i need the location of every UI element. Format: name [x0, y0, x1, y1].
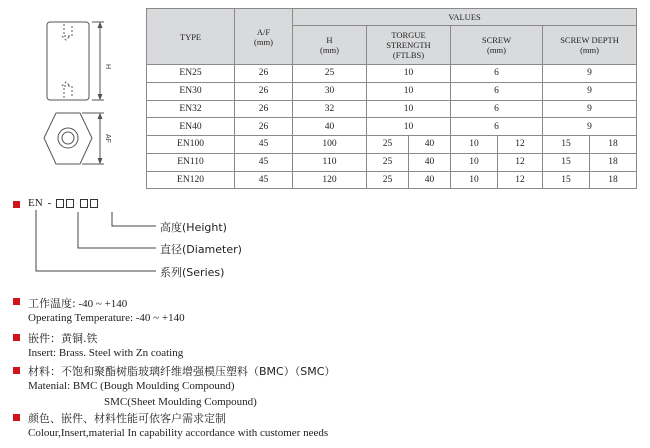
custom-cn: 颜色、嵌件、材料性能可依客户需求定制	[28, 412, 226, 425]
cell-d1: 15	[543, 153, 590, 171]
cell-af: 26	[235, 65, 293, 83]
header-type: TYPE	[147, 9, 235, 65]
code-series-label: 系列(Series)	[160, 266, 225, 279]
cell-h: 25	[293, 65, 367, 83]
cell-screw: 6	[451, 65, 543, 83]
cell-depth: 9	[543, 100, 637, 118]
cell-torque: 10	[367, 118, 451, 136]
cell-af: 45	[235, 136, 293, 154]
cell-torque: 10	[367, 82, 451, 100]
header-torque: TORGUE STRENGTH (FTLBS)	[367, 26, 451, 65]
cell-s1: 10	[451, 171, 498, 189]
cell-t1: 25	[367, 171, 409, 189]
cell-af: 26	[235, 118, 293, 136]
cell-h: 32	[293, 100, 367, 118]
cell-d2: 18	[590, 153, 637, 171]
cell-depth: 9	[543, 118, 637, 136]
temperature-cn: 工作温度: -40 ~ +140	[28, 297, 128, 310]
material-en-smc: SMC(Sheet Moulding Compound)	[104, 396, 257, 408]
cell-type: EN40	[147, 118, 235, 136]
cell-d1: 15	[543, 136, 590, 154]
cell-t1: 25	[367, 153, 409, 171]
code-height-label: 高度(Height)	[160, 221, 227, 234]
code-prefix: EN	[28, 197, 43, 209]
cell-h: 100	[293, 136, 367, 154]
cell-d2: 18	[590, 171, 637, 189]
cell-s1: 10	[451, 153, 498, 171]
cell-screw: 6	[451, 118, 543, 136]
cell-type: EN25	[147, 65, 235, 83]
header-h: H (mm)	[293, 26, 367, 65]
cell-type: EN30	[147, 82, 235, 100]
cell-type: EN100	[147, 136, 235, 154]
cell-depth: 9	[543, 65, 637, 83]
bullet-temperature	[13, 298, 20, 305]
bullet-insert	[13, 334, 20, 341]
bullet-material	[13, 367, 20, 374]
material-cn: 材料：不饱和聚酯树脂玻璃纤维增强模压塑料（BMC）（SMC）	[28, 365, 336, 378]
cell-s1: 10	[451, 136, 498, 154]
cell-screw: 6	[451, 100, 543, 118]
cell-af: 45	[235, 171, 293, 189]
bullet-custom	[13, 414, 20, 421]
cell-s2: 12	[498, 153, 543, 171]
cell-h: 30	[293, 82, 367, 100]
cell-h: 40	[293, 118, 367, 136]
header-values: VALUES	[293, 9, 637, 26]
cell-d1: 15	[543, 171, 590, 189]
cell-h: 110	[293, 153, 367, 171]
cell-af: 26	[235, 100, 293, 118]
cell-torque: 10	[367, 100, 451, 118]
header-af: A/F (mm)	[235, 9, 293, 65]
temperature-en: Operating Temperature: -40 ~ +140	[28, 312, 185, 324]
header-screw-depth: SCREW DEPTH (mm)	[543, 26, 637, 65]
bullet-code	[13, 201, 20, 208]
cell-s2: 12	[498, 171, 543, 189]
cell-type: EN120	[147, 171, 235, 189]
cell-d2: 18	[590, 136, 637, 154]
cell-t2: 40	[409, 136, 451, 154]
header-screw: SCREW (mm)	[451, 26, 543, 65]
code-diameter-label: 直径(Diameter)	[160, 243, 242, 256]
h-label: H	[104, 64, 111, 70]
cell-af: 26	[235, 82, 293, 100]
cell-af: 45	[235, 153, 293, 171]
material-en-bmc: Matenial: BMC (Bough Moulding Compound)	[28, 380, 235, 392]
code-dash: -	[47, 197, 52, 209]
cell-t2: 40	[409, 153, 451, 171]
cell-t1: 25	[367, 136, 409, 154]
insert-cn: 嵌件：黄铜.铁	[28, 332, 98, 345]
cell-screw: 6	[451, 82, 543, 100]
insert-en: Insert: Brass. Steel with Zn coating	[28, 347, 184, 359]
cell-h: 120	[293, 171, 367, 189]
cell-type: EN110	[147, 153, 235, 171]
cell-t2: 40	[409, 171, 451, 189]
custom-en: Colour,Insert,material In capability accordance with customer needs	[28, 427, 329, 439]
cell-type: EN32	[147, 100, 235, 118]
cell-s2: 12	[498, 136, 543, 154]
cell-depth: 9	[543, 82, 637, 100]
cell-torque: 10	[367, 65, 451, 83]
af-label: AF	[104, 134, 111, 143]
